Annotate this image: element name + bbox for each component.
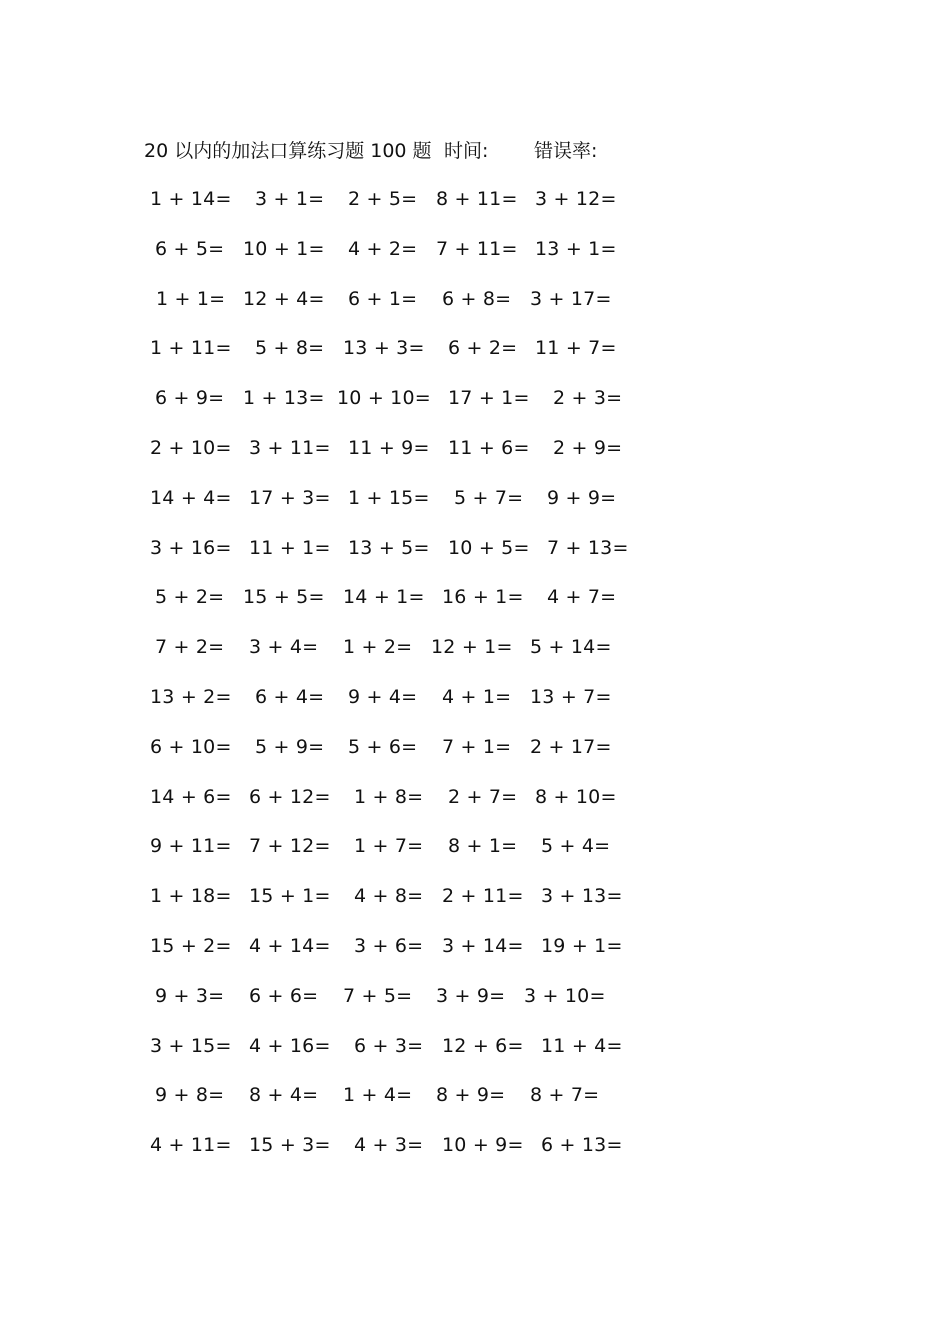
problem-r10-c5: 5 + 14= xyxy=(530,636,612,659)
problem-r17-c1: 9 + 3= xyxy=(155,984,225,1007)
problem-r9-c3: 14 + 1= xyxy=(343,586,425,609)
time-label: 时间: xyxy=(444,140,489,162)
problem-r4-c1: 1 + 11= xyxy=(150,337,232,360)
problem-r15-c1: 1 + 18= xyxy=(150,885,232,908)
problem-r14-c4: 8 + 1= xyxy=(448,835,518,858)
problem-r7-c2: 17 + 3= xyxy=(249,486,331,509)
problem-r5-c5: 2 + 3= xyxy=(553,387,623,410)
problem-r3-c2: 12 + 4= xyxy=(243,287,325,310)
problem-r9-c4: 16 + 1= xyxy=(442,586,524,609)
problem-r11-c2: 6 + 4= xyxy=(255,686,325,708)
problem-r5-c2: 1 + 13= xyxy=(243,387,325,410)
problem-r18-c2: 4 + 16= xyxy=(249,1034,331,1057)
problem-r19-c3: 1 + 4= xyxy=(343,1084,413,1107)
problem-r16-c1: 15 + 2= xyxy=(150,935,232,957)
problem-r14-c3: 1 + 7= xyxy=(354,835,424,858)
problem-r12-c4: 7 + 1= xyxy=(442,735,512,758)
problem-r7-c4: 5 + 7= xyxy=(454,486,524,509)
problem-r6-c1: 2 + 10= xyxy=(150,437,232,459)
problem-r5-c4: 17 + 1= xyxy=(448,387,530,410)
problem-r18-c1: 3 + 15= xyxy=(150,1034,232,1057)
problem-r10-c3: 1 + 2= xyxy=(343,636,413,659)
problem-r8-c2: 11 + 1= xyxy=(249,536,331,559)
problem-r3-c1: 1 + 1= xyxy=(156,287,226,310)
problem-r2-c3: 4 + 2= xyxy=(348,237,418,260)
problem-r8-c3: 13 + 5= xyxy=(348,536,430,559)
problem-r9-c1: 5 + 2= xyxy=(155,586,225,609)
problem-r18-c5: 11 + 4= xyxy=(541,1034,623,1057)
problem-r18-c3: 6 + 3= xyxy=(354,1034,424,1057)
problem-r19-c5: 8 + 7= xyxy=(530,1084,600,1107)
problem-r4-c4: 6 + 2= xyxy=(448,337,518,360)
problem-r3-c5: 3 + 17= xyxy=(530,287,612,310)
problem-r8-c1: 3 + 16= xyxy=(150,536,232,559)
problem-r14-c1: 9 + 11= xyxy=(150,835,232,858)
problem-r9-c5: 4 + 7= xyxy=(547,586,617,609)
problem-r12-c5: 2 + 17= xyxy=(530,735,612,758)
problem-r20-c2: 15 + 3= xyxy=(249,1134,331,1157)
problem-r11-c4: 4 + 1= xyxy=(442,686,512,708)
problem-r8-c5: 7 + 13= xyxy=(547,536,629,559)
problem-r1-c1: 1 + 14= xyxy=(150,188,232,210)
problem-r1-c5: 3 + 12= xyxy=(535,188,617,210)
problem-r12-c3: 5 + 6= xyxy=(348,735,418,758)
problem-r1-c3: 2 + 5= xyxy=(348,188,418,210)
problem-r2-c5: 13 + 1= xyxy=(535,237,617,260)
problem-r13-c4: 2 + 7= xyxy=(448,785,518,808)
problem-r15-c3: 4 + 8= xyxy=(354,885,424,908)
problem-r16-c2: 4 + 14= xyxy=(249,935,331,957)
problem-r11-c1: 13 + 2= xyxy=(150,686,232,708)
problem-r20-c4: 10 + 9= xyxy=(442,1134,524,1157)
problem-r4-c3: 13 + 3= xyxy=(343,337,425,360)
problem-r19-c1: 9 + 8= xyxy=(155,1084,225,1107)
problem-r9-c2: 15 + 5= xyxy=(243,586,325,609)
problem-r1-c4: 8 + 11= xyxy=(436,188,518,210)
problem-r3-c3: 6 + 1= xyxy=(348,287,418,310)
problem-r18-c4: 12 + 6= xyxy=(442,1034,524,1057)
problem-r13-c3: 1 + 8= xyxy=(354,785,424,808)
problem-r1-c2: 3 + 1= xyxy=(255,188,325,210)
problem-r13-c1: 14 + 6= xyxy=(150,785,232,808)
problem-r12-c2: 5 + 9= xyxy=(255,735,325,758)
problem-r5-c1: 6 + 9= xyxy=(155,387,225,410)
problem-r8-c4: 10 + 5= xyxy=(448,536,530,559)
problem-r2-c1: 6 + 5= xyxy=(155,237,225,260)
problem-r16-c5: 19 + 1= xyxy=(541,935,623,957)
problem-r6-c3: 11 + 9= xyxy=(348,437,430,459)
problem-r14-c2: 7 + 12= xyxy=(249,835,331,858)
worksheet-title: 20 以内的加法口算练习题 100 题 xyxy=(144,140,432,162)
problem-r10-c1: 7 + 2= xyxy=(155,636,225,659)
problem-r7-c3: 1 + 15= xyxy=(348,486,430,509)
problem-r15-c5: 3 + 13= xyxy=(541,885,623,908)
problem-r10-c4: 12 + 1= xyxy=(431,636,513,659)
problem-r13-c2: 6 + 12= xyxy=(249,785,331,808)
problem-r16-c4: 3 + 14= xyxy=(442,935,524,957)
problem-r15-c4: 2 + 11= xyxy=(442,885,524,908)
problem-r6-c4: 11 + 6= xyxy=(448,437,530,459)
problem-r14-c5: 5 + 4= xyxy=(541,835,611,858)
problem-r19-c2: 8 + 4= xyxy=(249,1084,319,1107)
problem-r17-c2: 6 + 6= xyxy=(249,984,319,1007)
problem-r4-c5: 11 + 7= xyxy=(535,337,617,360)
problem-r17-c4: 3 + 9= xyxy=(436,984,506,1007)
problem-r3-c4: 6 + 8= xyxy=(442,287,512,310)
problem-r11-c5: 13 + 7= xyxy=(530,686,612,708)
problem-r11-c3: 9 + 4= xyxy=(348,686,418,708)
problem-r2-c4: 7 + 11= xyxy=(436,237,518,260)
problem-r6-c5: 2 + 9= xyxy=(553,437,623,459)
problem-r13-c5: 8 + 10= xyxy=(535,785,617,808)
problem-r17-c5: 3 + 10= xyxy=(524,984,606,1007)
problem-r15-c2: 15 + 1= xyxy=(249,885,331,908)
problem-r20-c3: 4 + 3= xyxy=(354,1134,424,1157)
problem-r19-c4: 8 + 9= xyxy=(436,1084,506,1107)
problem-r2-c2: 10 + 1= xyxy=(243,237,325,260)
problem-r17-c3: 7 + 5= xyxy=(343,984,413,1007)
problem-r12-c1: 6 + 10= xyxy=(150,735,232,758)
problem-r16-c3: 3 + 6= xyxy=(354,935,424,957)
problem-r6-c2: 3 + 11= xyxy=(249,437,331,459)
problem-r7-c1: 14 + 4= xyxy=(150,486,232,509)
problem-r20-c5: 6 + 13= xyxy=(541,1134,623,1157)
problem-r20-c1: 4 + 11= xyxy=(150,1134,232,1157)
problem-r7-c5: 9 + 9= xyxy=(547,486,617,509)
problem-r4-c2: 5 + 8= xyxy=(255,337,325,360)
problem-r5-c3: 10 + 10= xyxy=(337,387,431,410)
problem-r10-c2: 3 + 4= xyxy=(249,636,319,659)
error-rate-label: 错误率: xyxy=(534,140,598,162)
